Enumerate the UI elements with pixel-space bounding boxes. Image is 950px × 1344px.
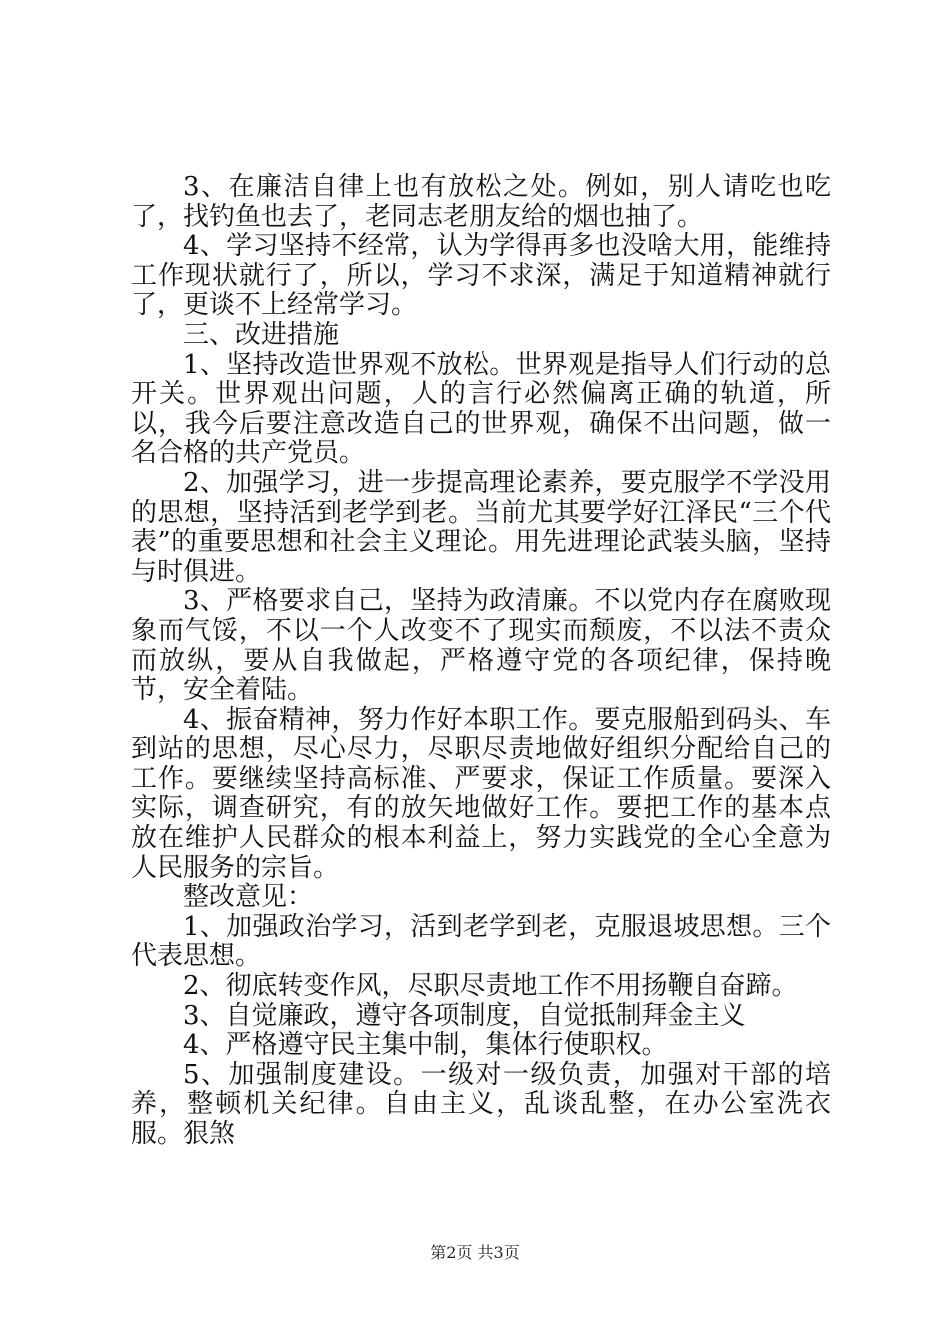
paragraph-rectification-2: 2、彻底转变作风，尽职尽责地工作不用扬鞭自奋蹄。 xyxy=(183,971,798,1002)
section-heading-improvement: 三、改进措施 xyxy=(183,319,340,350)
paragraph-rectification-1: 1、加强政治学习，活到老学到老，克服退坡思想。三个代表思想。 xyxy=(131,911,831,972)
document-body xyxy=(131,173,831,1150)
paragraph-rectification-4: 4、严格遵守民主集中制，集体行使职权。 xyxy=(183,1030,668,1061)
page-indicator: 第2页 共3页 xyxy=(430,1243,520,1262)
section-heading-rectification: 整改意见： xyxy=(183,882,314,913)
paragraph-improvement-4: 4、振奋精神，努力作好本职工作。要克服船到码头、车到站的思想，尽心尽力，尽职尽责地做好组织分配给自己的工作。要继续坚持高标准、严要求，保证工作质量。要深入实际，调查研究，有的放矢地做好工作。要把工作的基本点放在维护人民群众的根本利益上，努力实践党的全心全意为人民服务的宗旨。 xyxy=(131,704,831,883)
paragraph-study-irregular: 4、学习坚持不经常，认为学得再多也没啥大用，能维持工作现状就行了，所以，学习不求深，满足于知道精神就行了，更谈不上经常学习。 xyxy=(131,231,831,321)
paragraph-rectification-5: 5、加强制度建设。一级对一级负责，加强对干部的培养，整顿机关纪律。自由主义，乱谈乱整，在办公室洗衣服。狠煞 xyxy=(131,1059,831,1149)
paragraph-rectification-3: 3、自觉廉政，遵守各项制度，自觉抵制拜金主义 xyxy=(183,1000,746,1031)
paragraph-integrity-lapse: 3、在廉洁自律上也有放松之处。例如，别人请吃也吃了，找钓鱼也去了，老同志老朋友给的烟也抽了。 xyxy=(131,172,831,232)
paragraph-improvement-2: 2、加强学习，进一步提高理论素养，要克服学不学没用的思想，坚持活到老学到老。当前尤其要学好江泽民“三个代表”的重要思想和社会主义理论。用先进理论武装头脑，坚持与时俱进。 xyxy=(131,467,831,587)
paragraph-improvement-3: 3、严格要求自己，坚持为政清廉。不以党内存在腐败现象而气馁，不以一个人改变不了现实而颓废，不以法不责众而放纵，要从自我做起，严格遵守党的各项纪律，保持晚节，安全着陆。 xyxy=(131,586,831,706)
paragraph-improvement-1: 1、坚持改造世界观不放松。世界观是指导人们行动的总开关。世界观出问题，人的言行必然偏离正确的轨道，所以，我今后要注意改造自己的世界观，确保不出问题，做一名合格的共产党员。 xyxy=(131,349,831,469)
